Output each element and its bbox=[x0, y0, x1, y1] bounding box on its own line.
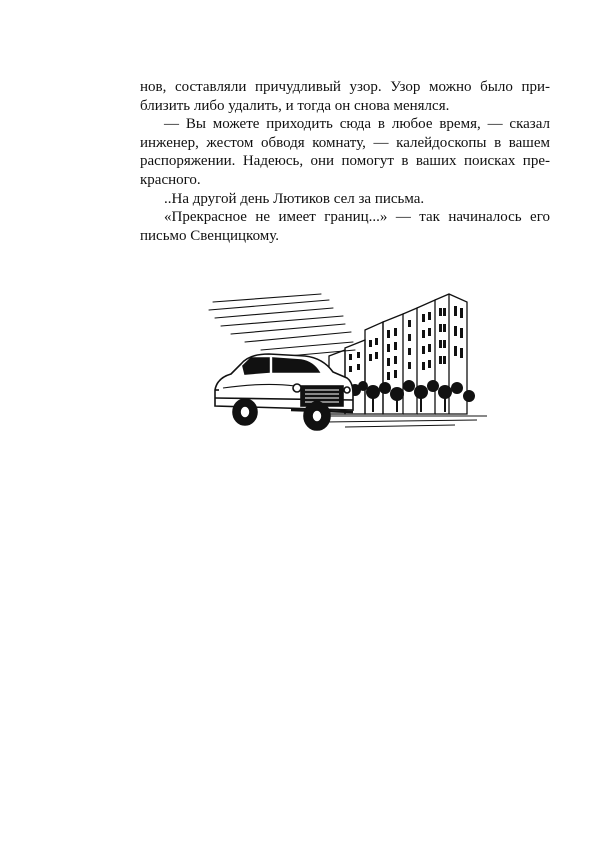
paragraph-2-line-4: красного. bbox=[140, 171, 201, 188]
car bbox=[215, 354, 353, 430]
body-text bbox=[140, 78, 550, 245]
paragraph-4-line-2: письмо Свенцицкому. bbox=[140, 227, 280, 244]
street-scene-car-icon bbox=[205, 286, 495, 438]
paragraph-4-line-1: «Прекрасное не имеет границ...» — так начиналось его bbox=[164, 209, 550, 226]
paragraph-3-line-1: ..На другой день Лютиков сел за письма. bbox=[164, 190, 425, 207]
paragraph-2-line-2: инженер, жестом обводя комнату, — калейдоскопы в вашем bbox=[140, 134, 550, 151]
paragraph-2-line-1: — Вы можете приходить сюда в любое время, — сказал bbox=[164, 116, 550, 133]
street-lines bbox=[305, 416, 487, 427]
paragraph-1-line-1: нов, составляли причудливый узор. Узор можно было при- bbox=[140, 79, 550, 95]
paragraph-2-line-3: распоряжении. Надеюсь, они помогут в ваших поисках пре- bbox=[140, 153, 550, 170]
sky-hatching bbox=[209, 294, 355, 357]
trees bbox=[349, 380, 475, 412]
paragraph-1-line-2: близить либо удалить, и тогда он снова менялся. bbox=[140, 97, 450, 114]
building-windows bbox=[349, 306, 463, 380]
